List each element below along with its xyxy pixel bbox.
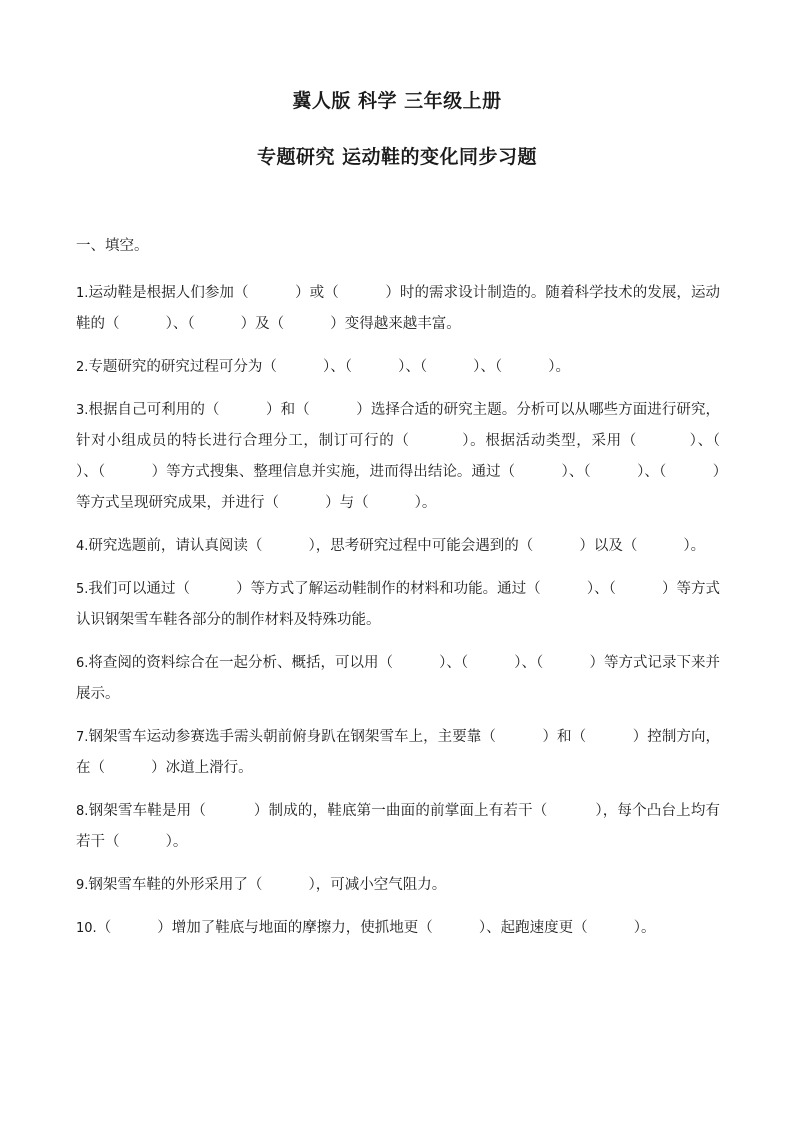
question-text: 我们可以通过（ ）等方式了解运动鞋制作的材料和功能。通过（ ）、（ ）等方式认识钢架雪车鞋各部分的制作材料及特殊功能。	[76, 581, 720, 628]
question-number: 7.	[76, 730, 89, 745]
question-list	[76, 278, 767, 956]
question-text: 钢架雪车运动参赛选手需头朝前俯身趴在钢架雪车上，主要靠（ ）和（ ）控制方向，在（ ）冰道上滑行。	[76, 729, 720, 776]
document-subtitle: 专题研究 运动鞋的变化同步习题	[256, 146, 538, 168]
question-item	[76, 531, 720, 562]
question-text: 研究选题前，请认真阅读（ ），思考研究过程中可能会遇到的（ ）以及（ ）。	[88, 538, 706, 554]
question-item	[76, 574, 720, 636]
question-item	[76, 796, 720, 858]
question-text: 运动鞋是根据人们参加（ ）或（ ）时的需求设计制造的。随着科学技术的发展，运动鞋的（ ）、（ ）及（ ）变得越来越丰富。	[76, 285, 720, 332]
question-number: 8.	[76, 804, 89, 819]
question-item	[76, 395, 767, 519]
section-heading: 一、填空。	[76, 238, 149, 254]
question-number: 4.	[76, 539, 89, 554]
question-number: 5.	[76, 582, 89, 597]
question-item	[76, 913, 720, 944]
question-text: （ ）增加了鞋底与地面的摩擦力，使抓地更（ ）、起跑速度更（ ）。	[96, 920, 656, 936]
question-item	[76, 352, 720, 383]
question-text: 钢架雪车鞋是用（ ）制成的，鞋底第一曲面的前掌面上有若干（ ），每个凸台上均有若干（ ）。	[76, 803, 720, 850]
question-number: 1.	[76, 286, 89, 301]
question-text: 将查阅的资料综合在一起分析、概括，可以用（ ）、（ ）、（ ）等方式记录下来并展示。	[76, 655, 720, 702]
question-text: 钢架雪车鞋的外形采用了（ ），可减小空气阻力。	[88, 877, 447, 893]
question-number: 10.	[76, 921, 97, 936]
question-text: 根据自己可利用的（ ）和（ ）选择合适的研究主题。分析可以从哪些方面进行研究，针对小组成员的特长进行合理分工，制订可行的（ ）。根据活动类型，采用（ ）、（ ）、（ ）等方式搜集、整理信息并实施，进而得出结论。通过（ ）、（ ）、（ ）等方式呈现研究成果，并进行（ ）与（ ）。	[76, 402, 767, 511]
document-title: 冀人版 科学 三年级上册	[292, 90, 502, 112]
question-number: 2.	[76, 360, 89, 375]
question-item	[76, 870, 720, 901]
question-item	[76, 278, 720, 340]
question-text: 专题研究的研究过程可分为（ ）、（ ）、（ ）、（ ）。	[88, 359, 571, 375]
question-item	[76, 722, 720, 784]
question-item	[76, 648, 720, 710]
question-number: 9.	[76, 878, 89, 893]
question-number: 6.	[76, 656, 89, 671]
question-number: 3.	[76, 403, 89, 418]
